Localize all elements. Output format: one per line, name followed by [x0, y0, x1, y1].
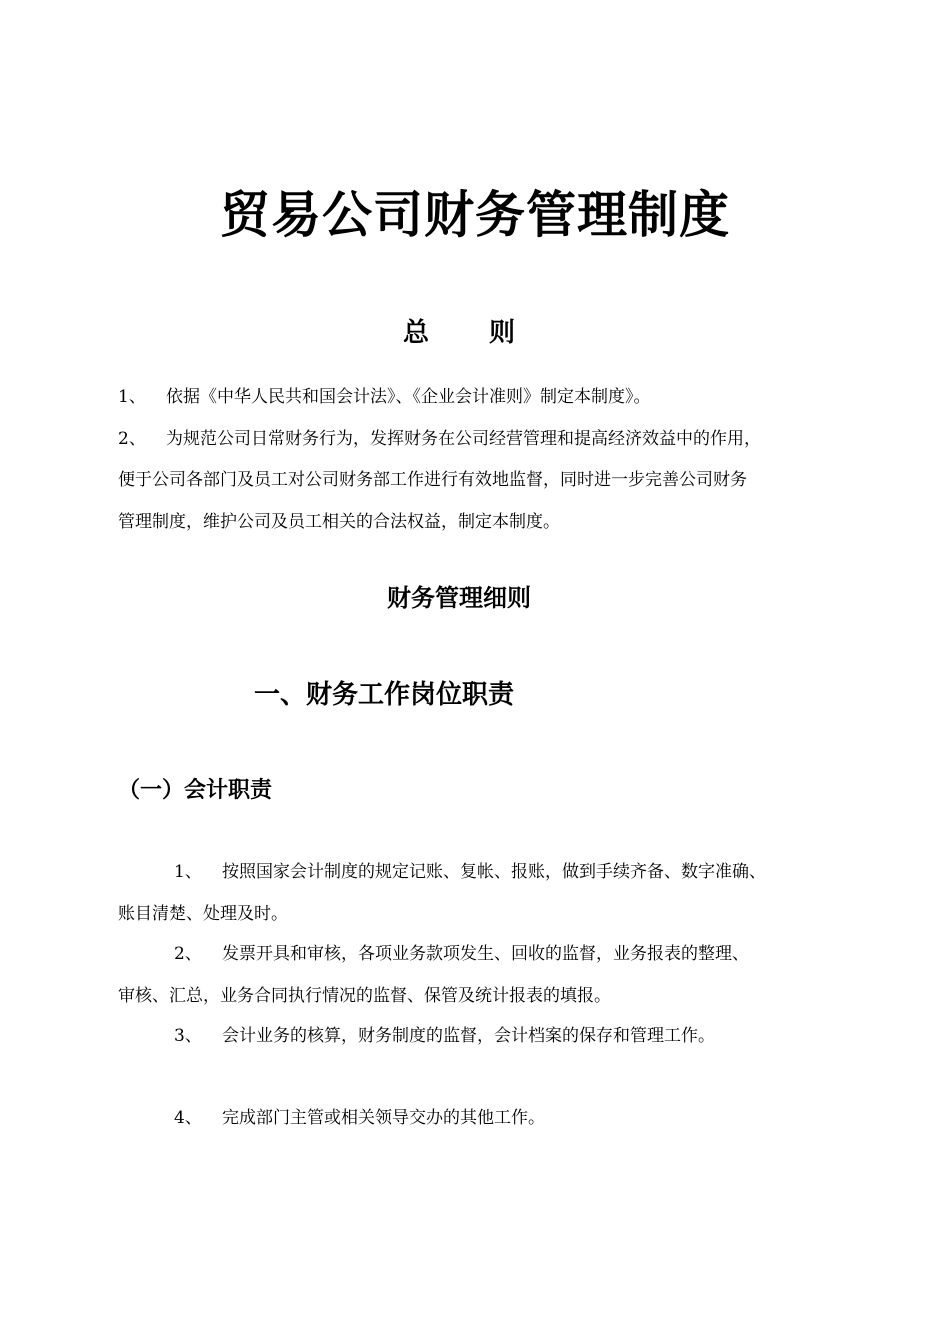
duty-item-1-number: 1、 [174, 862, 202, 882]
duty-item-2-line-2: 审核、汇总，业务合同执行情况的监督、保管及统计报表的填报。 [118, 986, 611, 1006]
duty-item-2-number: 2、 [174, 944, 202, 964]
general-provisions-heading [0, 313, 918, 353]
duty-item-1-line-1: 按照国家会计制度的规定记账、复帐、报账，做到手续齐备、数字准确、 [222, 862, 766, 882]
duty-item-2-line-1: 发票开具和审核，各项业务款项发生、回收的监督，业务报表的整理、 [222, 944, 749, 964]
detail-rules-heading: 财务管理细则 [387, 584, 531, 612]
general-item-2 [118, 427, 761, 451]
chapter-heading: 一、财务工作岗位职责 [254, 680, 515, 710]
duty-item-2 [174, 942, 749, 966]
duty-item-1 [174, 860, 766, 884]
duty-item-3-number: 3、 [174, 1026, 202, 1046]
general-item-1-text: 依据《中华人民共和国会计法》、《企业会计准则》制定本制度》。 [166, 387, 651, 407]
general-item-1-number: 1、 [118, 387, 146, 407]
duty-item-3-line-1: 会计业务的核算，财务制度的监督，会计档案的保存和管理工作。 [222, 1026, 715, 1046]
duty-item-4-number: 4、 [174, 1108, 202, 1128]
sub-heading-accounting-duties: （一）会计职责 [118, 778, 273, 803]
general-item-2-line-1: 为规范公司日常财务行为，发挥财务在公司经营管理和提高经济效益中的作用， [166, 429, 761, 449]
general-item-1 [118, 385, 651, 409]
duty-item-4-line-1: 完成部门主管或相关领导交办的其他工作。 [222, 1108, 545, 1128]
general-item-2-line-3: 管理制度，维护公司及员工相关的合法权益，制定本制度。 [118, 512, 560, 532]
general-item-2-line-2: 便于公司各部门及员工对公司财务部工作进行有效地监督，同时进一步完善公司财务 [118, 470, 747, 490]
duty-item-4 [174, 1106, 545, 1130]
general-item-2-number: 2、 [118, 429, 146, 449]
general-heading-right: 则 [489, 318, 516, 348]
general-heading-left: 总 [402, 318, 429, 348]
document-title: 贸易公司财务管理制度 [220, 186, 730, 244]
duty-item-1-line-2: 账目清楚、处理及时。 [118, 904, 288, 924]
duty-item-3 [174, 1024, 715, 1048]
